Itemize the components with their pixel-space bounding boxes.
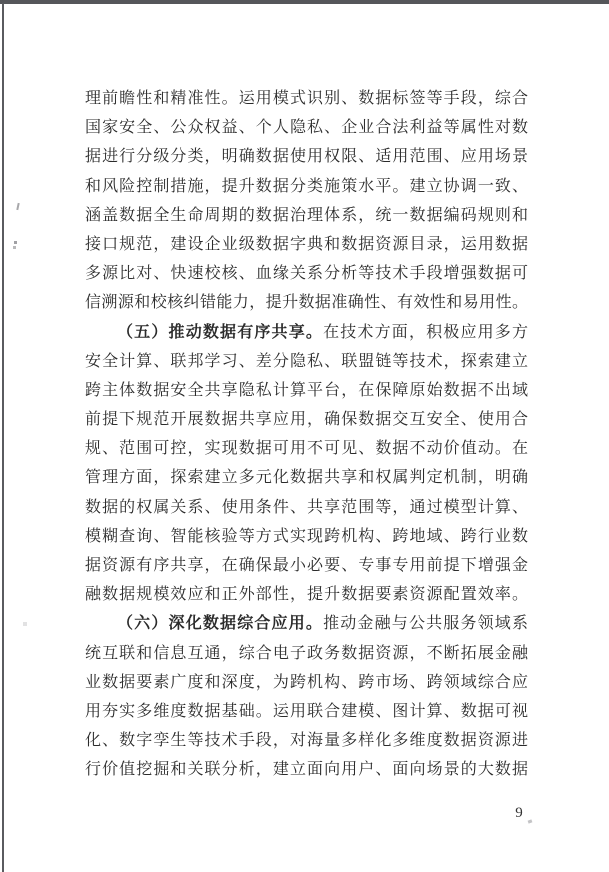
text-line [85,376,528,405]
text-line [85,201,528,230]
text-line [85,405,528,434]
text-line-section-5 [85,318,528,347]
text-line [85,551,528,580]
line-text: 和风险控制措施，提升数据分类施策水平。建立协调一致、 [85,177,528,195]
line-text: 据资源有序共享，在确保最小必要、专事专用前提下增强金 [85,557,528,574]
line-text: 化、数字孪生等技术手段，对海量多样化多维度数据资源进 [85,732,528,750]
page-number: 9 [515,805,523,821]
text-line-section-6 [85,609,528,638]
text-line [85,142,528,171]
line-text: 国家安全、公众权益、个人隐私、企业合法利益等属性对数 [85,119,528,137]
scan-speck [13,246,16,249]
scan-speck [16,203,19,210]
line-text: 推动金融与公共服务领域系 [323,615,528,633]
line-text: 接口规范，建设企业级数据字典和数据资源目录，运用数据 [85,235,528,253]
line-text: 涵盖数据全生命周期的数据治理体系，统一数据编码规则和 [85,206,528,224]
line-text: 理前瞻性和精准性。运用模式识别、数据标签等手段，综合 [85,90,528,107]
line-text: 数据的权属关系、使用条件、共享范围等，通过模型计算、 [85,498,528,516]
line-text: 据进行分级分类，明确数据使用权限、适用范围、应用场景 [85,148,528,166]
scan-edge-left [2,3,4,872]
line-text: 规、范围可控，实现数据可用不可见、数据不动价值动。在 [85,440,528,458]
text-line [85,522,528,551]
section-heading: （六）深化数据综合应用。 [117,615,324,633]
line-text: 模糊查询、智能核验等方式实现跨机构、跨地域、跨行业数 [85,527,528,545]
line-text: 在技术方面，积极应用多方 [323,323,528,341]
text-line [85,347,528,376]
text-line [85,230,528,259]
text-line [85,668,528,697]
text-line [85,434,528,463]
text-line [85,493,528,522]
scan-speck [23,622,27,626]
line-text: 安全计算、联邦学习、差分隐私、联盟链等技术，探索建立 [85,352,528,370]
line-text: 管理方面，探索建立多元化数据共享和权属判定机制，明确 [85,469,528,487]
text-line [85,726,528,755]
text-line [85,288,528,317]
line-text: 跨主体数据安全共享隐私计算平台，在保障原始数据不出域 [85,381,528,399]
text-line [85,172,528,201]
line-text: 业数据要素广度和深度，为跨机构、跨市场、跨领域综合应 [85,673,528,691]
document-text [85,84,528,785]
text-line [85,463,528,492]
text-line [85,84,528,113]
line-text: 统互联和信息互通，综合电子政务数据资源，不断拓展金融 [85,644,528,662]
text-line [85,755,528,784]
text-line [85,113,528,142]
text-line [85,580,528,609]
line-text: 前提下规范开展数据共享应用，确保数据交互安全、使用合 [85,411,528,429]
section-heading: （五）推动数据有序共享。 [117,323,324,341]
scan-speck [14,241,17,244]
line-text: 行价值挖掘和关联分析，建立面向用户、面向场景的大数据 [85,761,528,779]
text-line [85,697,528,726]
text-line [85,639,528,668]
text-line [85,259,528,288]
line-text: 用夯实多维度数据基础。运用联合建模、图计算、数据可视 [85,702,528,720]
line-text: 多源比对、快速校核、血缘关系分析等技术手段增强数据可 [85,265,528,283]
line-text: 信溯源和校核纠错能力，提升数据准确性、有效性和易用性。 [85,294,528,312]
scan-edge-top [0,0,609,4]
line-text: 融数据规模效应和正外部性，提升数据要素资源配置效率。 [85,586,528,604]
